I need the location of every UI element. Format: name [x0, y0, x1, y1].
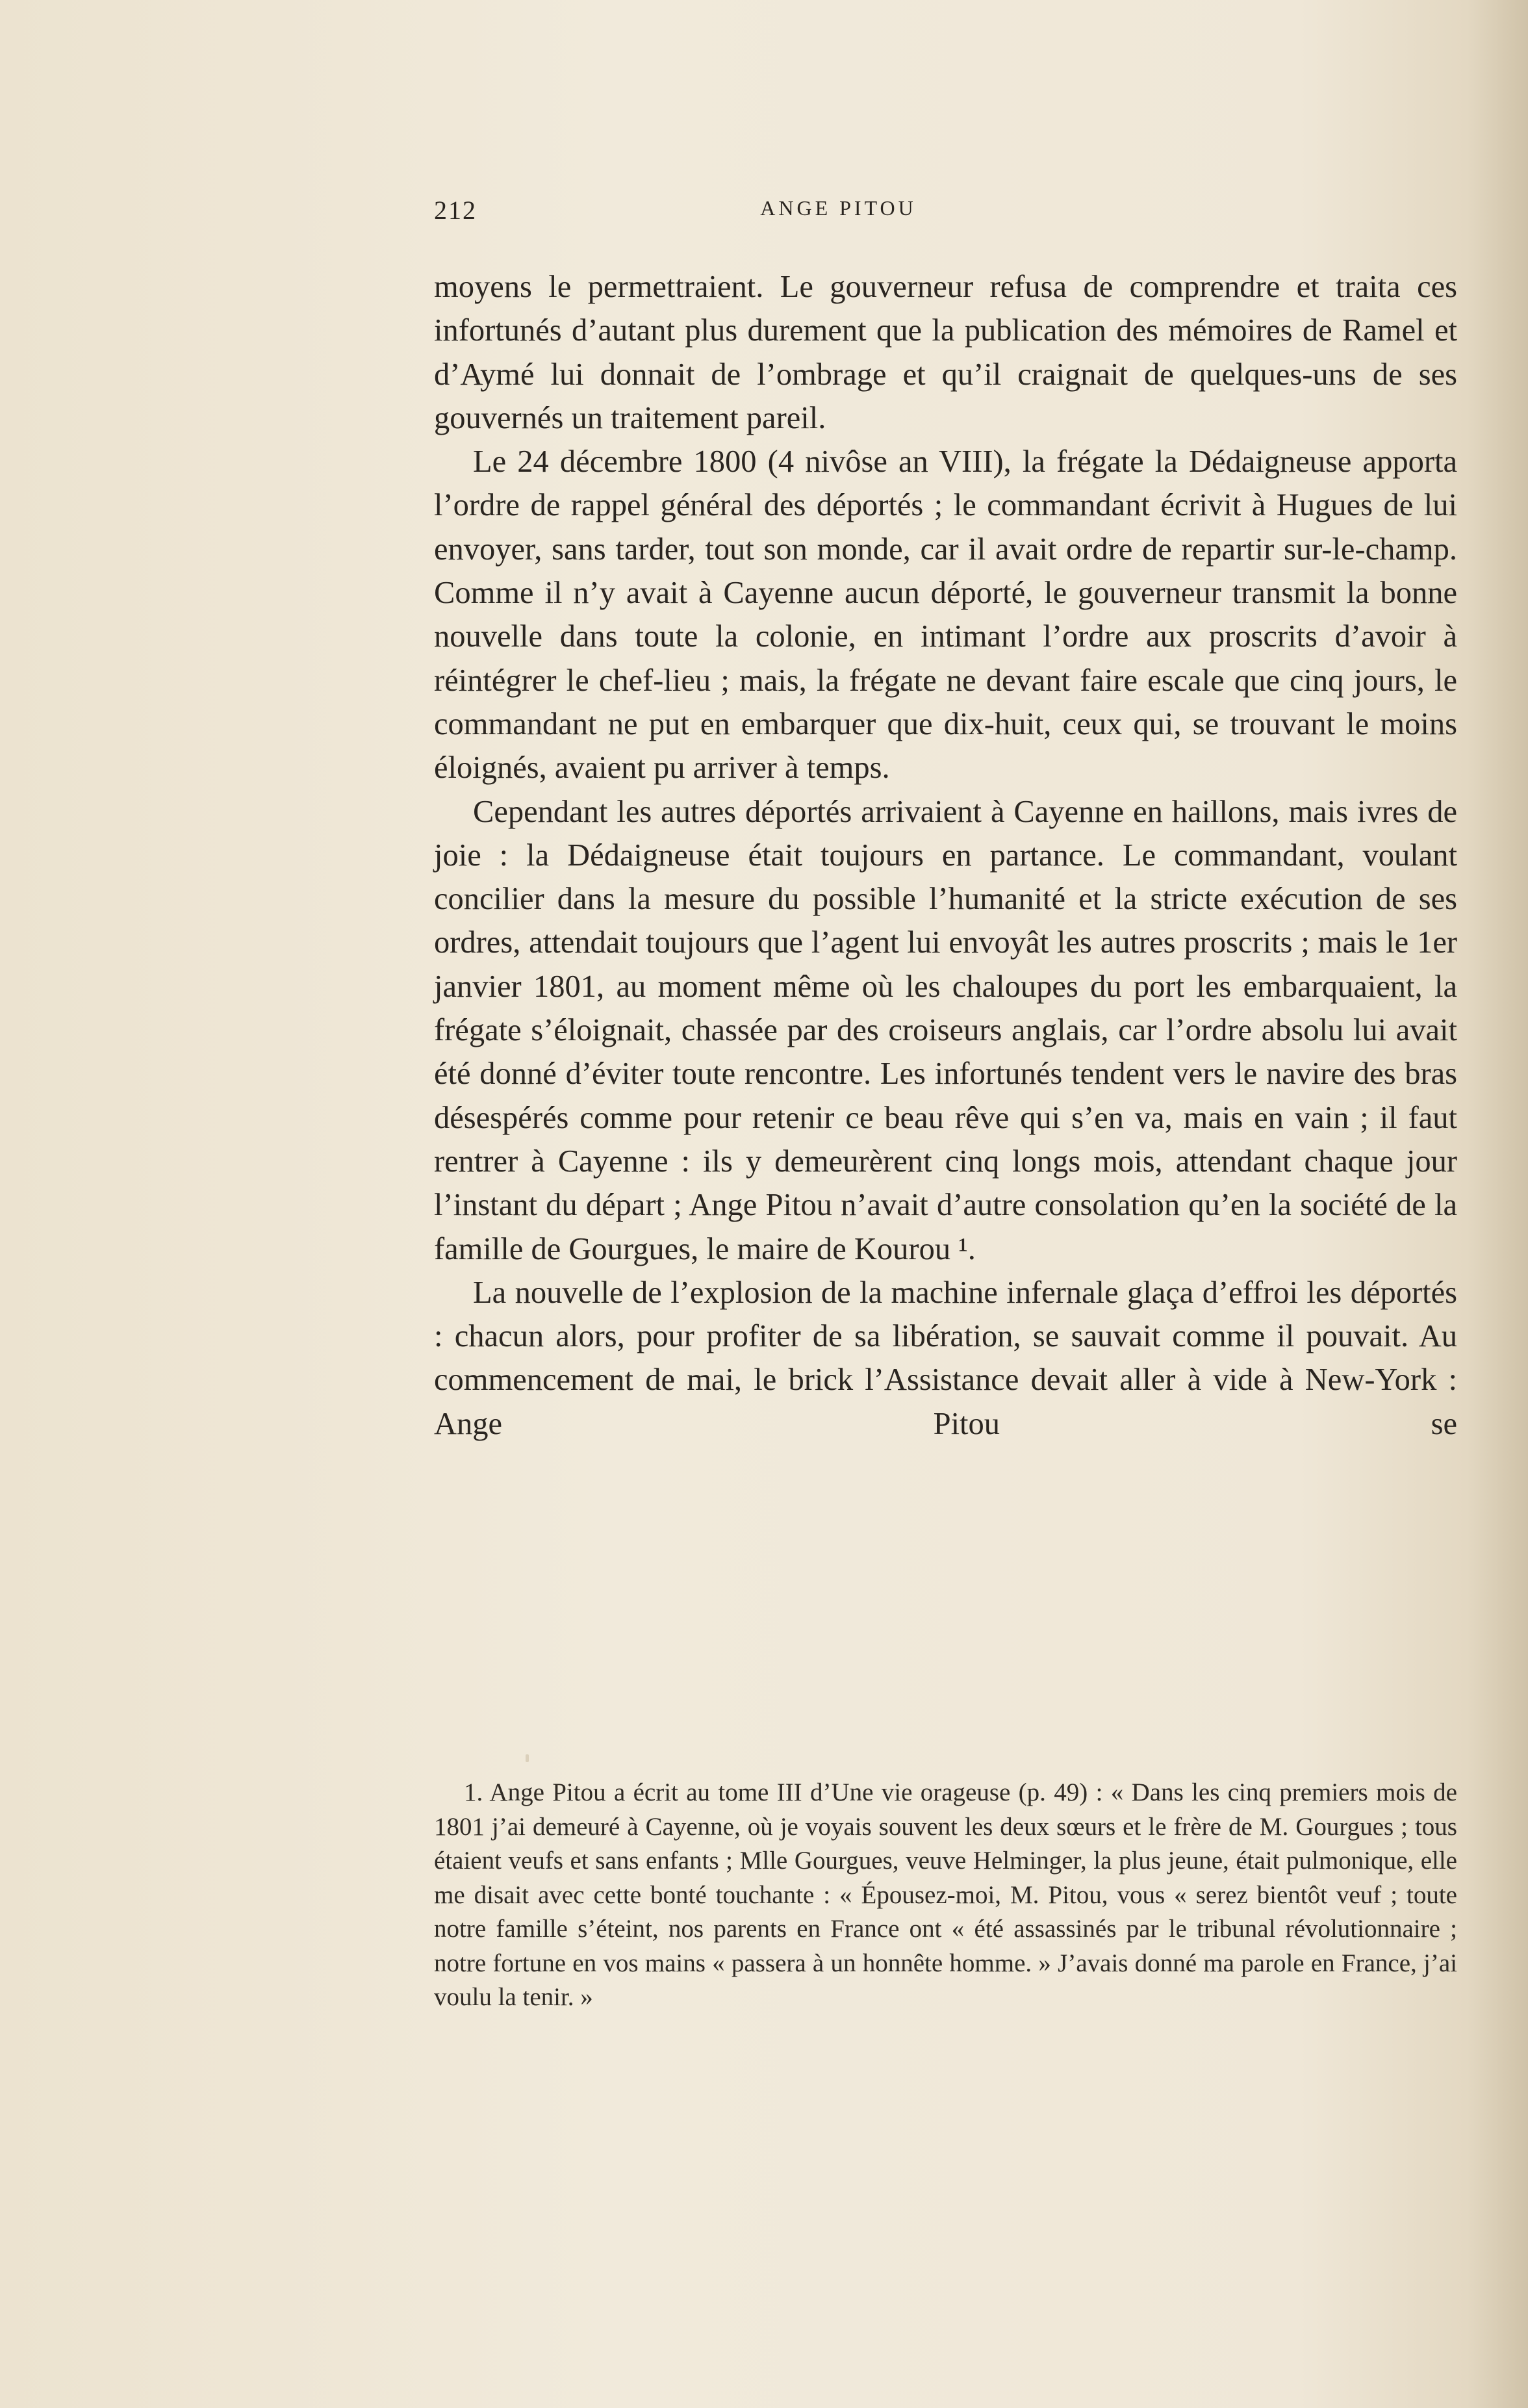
running-header: [434, 195, 1243, 234]
paragraph: Le 24 décembre 1800 (4 nivôse an VIII), la frégate la Dédaigneuse apporta l’ordre de rappel général des déportés ; le commandant écrivit à Hugues de lui envoyer, sans tarder, tout son monde, car il avait ordre de repartir sur-le-champ. Comme il n’y avait à Cayenne aucun déporté, le gouverneur transmit la bonne nouvelle dans toute la colonie, en intimant l’ordre aux proscrits d’avoir à réintégrer le chef-lieu ; mais, la frégate ne devant faire escale que cinq jours, le commandant ne put en embarquer que dix-huit, ceux qui, se trouvant le moins éloignés, avaient pu arriver à temps.: [434, 444, 1457, 786]
running-title: ANGE PITOU: [760, 196, 917, 220]
paragraph: moyens le permettraient. Le gouverneur refusa de comprendre et traita ces infortunés d’autant plus durement que la publication des mémoires de Ramel et d’Aymé lui donnait de l’ombrage et qu’il craignait de quelques-uns de ses gouvernés un traitement pareil.: [434, 270, 1457, 435]
paper-mark: [526, 1754, 529, 1762]
paragraph: La nouvelle de l’explosion de la machine infernale glaça d’effroi les déportés : chacun alors, pour profiter de sa libération, se sauvait comme il pouvait. Au commencement de mai, le brick l’Assistance devait aller à vide à New-York : Ange Pitou se: [434, 1275, 1457, 1441]
footnote: 1. Ange Pitou a écrit au tome III d’Une vie orageuse (p. 49) : « Dans les cinq premiers mois de 1801 j’ai demeuré à Cayenne, où je voyais souvent les deux sœurs et le frère de M. Gourgues ; tous étaient veufs et sans enfants ; Mlle Gourgues, veuve Helminger, la plus jeune, était pulmonique, elle me disait avec cette bonté touchante : « Épousez-moi, M. Pitou, vous « serez bientôt veuf ; toute notre famille s’éteint, nos parents en France ont « été assassinés par le tribunal révolutionnaire ; notre fortune en vos mains « passera à un honnête homme. » J’avais donné ma parole en France, j’ai voulu la tenir. »: [434, 1778, 1457, 2011]
body-text: [434, 265, 1457, 1446]
footnotes: [434, 1776, 1457, 2015]
page-number: 212: [434, 196, 477, 225]
paragraph: Cependant les autres déportés arrivaient à Cayenne en haillons, mais ivres de joie : la Dédaigneuse était toujours en partance. Le commandant, voulant concilier dans la mesure du possible l’humanité et la stricte exécution de ses ordres, attendait toujours que l’agent lui envoyât les autres proscrits ; mais le 1er janvier 1801, au moment même où les chaloupes du port les embarquaient, la frégate s’éloignait, chassée par des croiseurs anglais, car l’ordre absolu lui avait été donné d’éviter toute rencontre. Les infortunés tendent vers le navire des bras désespérés comme pour retenir ce beau rêve qui s’en va, mais en vain ; il faut rentrer à Cayenne : ils y demeurèrent cinq longs mois, attendant chaque jour l’instant du départ ; Ange Pitou n’avait d’autre consolation qu’en la société de la famille de Gourgues, le maire de Kourou ¹.: [434, 794, 1457, 1266]
